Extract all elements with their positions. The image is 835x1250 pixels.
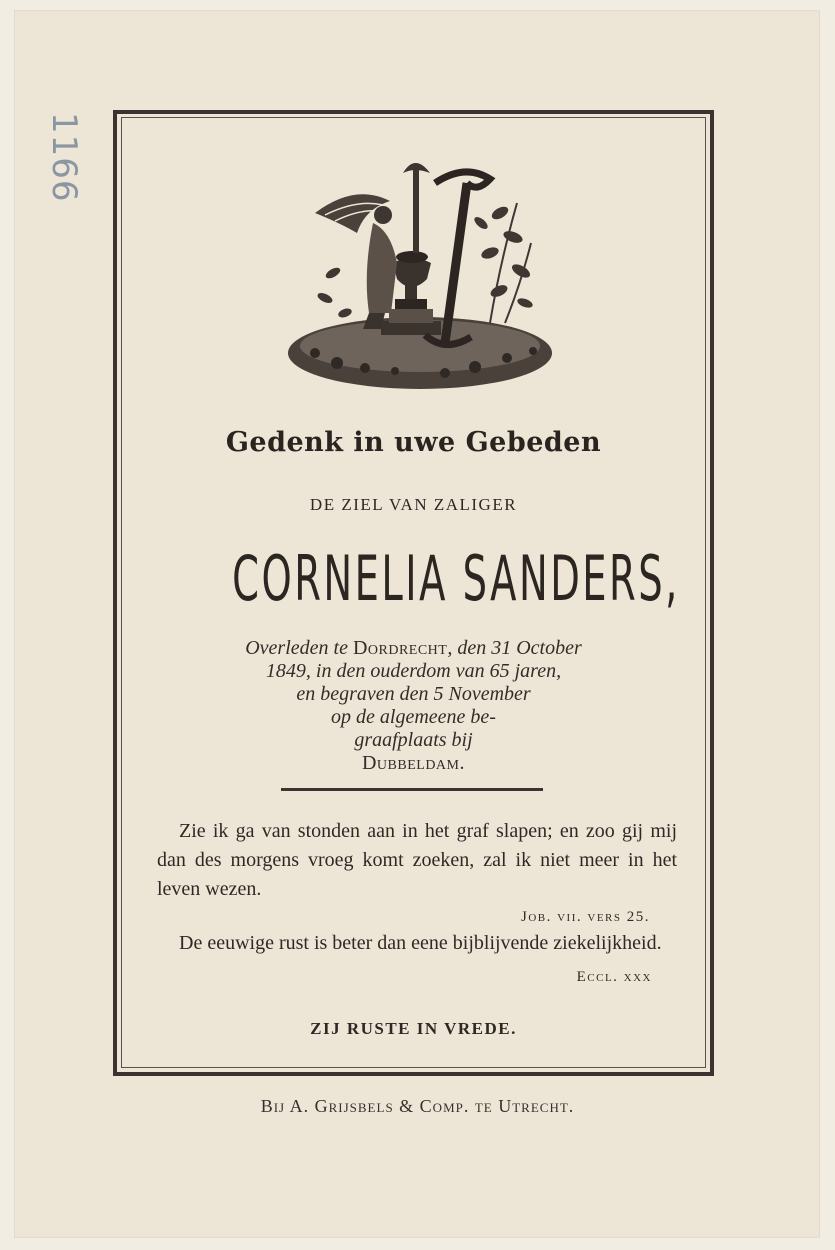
obituary-line-2: 1849, in den ouderdom van 65 jaren, <box>265 660 562 682</box>
printer-imprint: Bij A. Grijsbels & Comp. te Utrecht. <box>260 1096 575 1116</box>
scripture-verse-1: Zie ik ga van stonden aan in het graf slapen; en zoo gij mij dan des morgens vroeg komt zoeken, zal ik niet meer in het leven wezen. <box>157 820 677 900</box>
scripture-reference-1: Job. vii. vers 25. <box>520 909 650 925</box>
scripture-verse-2: De eeuwige rust is beter dan eene bijblijvende ziekelijkheid. <box>179 932 662 954</box>
heading: Gedenk in uwe Gebeden <box>225 427 602 458</box>
card-content <box>121 117 706 1068</box>
obituary-line-1: Overleden te Dordrecht, den 31 October <box>245 637 582 659</box>
obituary-text <box>121 637 706 775</box>
divider-rule <box>281 788 543 791</box>
inventory-number: 1166 <box>44 112 84 203</box>
obituary-line-4: op de algemeene be- <box>331 706 496 728</box>
scripture-reference-2: Eccl. xxx <box>576 969 652 985</box>
obituary-line-5: graafplaats bij <box>354 729 473 751</box>
subheading: DE ZIEL VAN ZALIGER <box>309 495 518 514</box>
closing-blessing: ZIJ RUSTE IN VREDE. <box>310 1019 517 1038</box>
deceased-name: CORNELIA SANDERS, <box>232 542 680 615</box>
mourning-angel-urn-anchor-icon <box>285 153 555 393</box>
obituary-line-6: Dubbeldam. <box>361 752 465 774</box>
obituary-line-3: en begraven den 5 November <box>296 683 531 705</box>
